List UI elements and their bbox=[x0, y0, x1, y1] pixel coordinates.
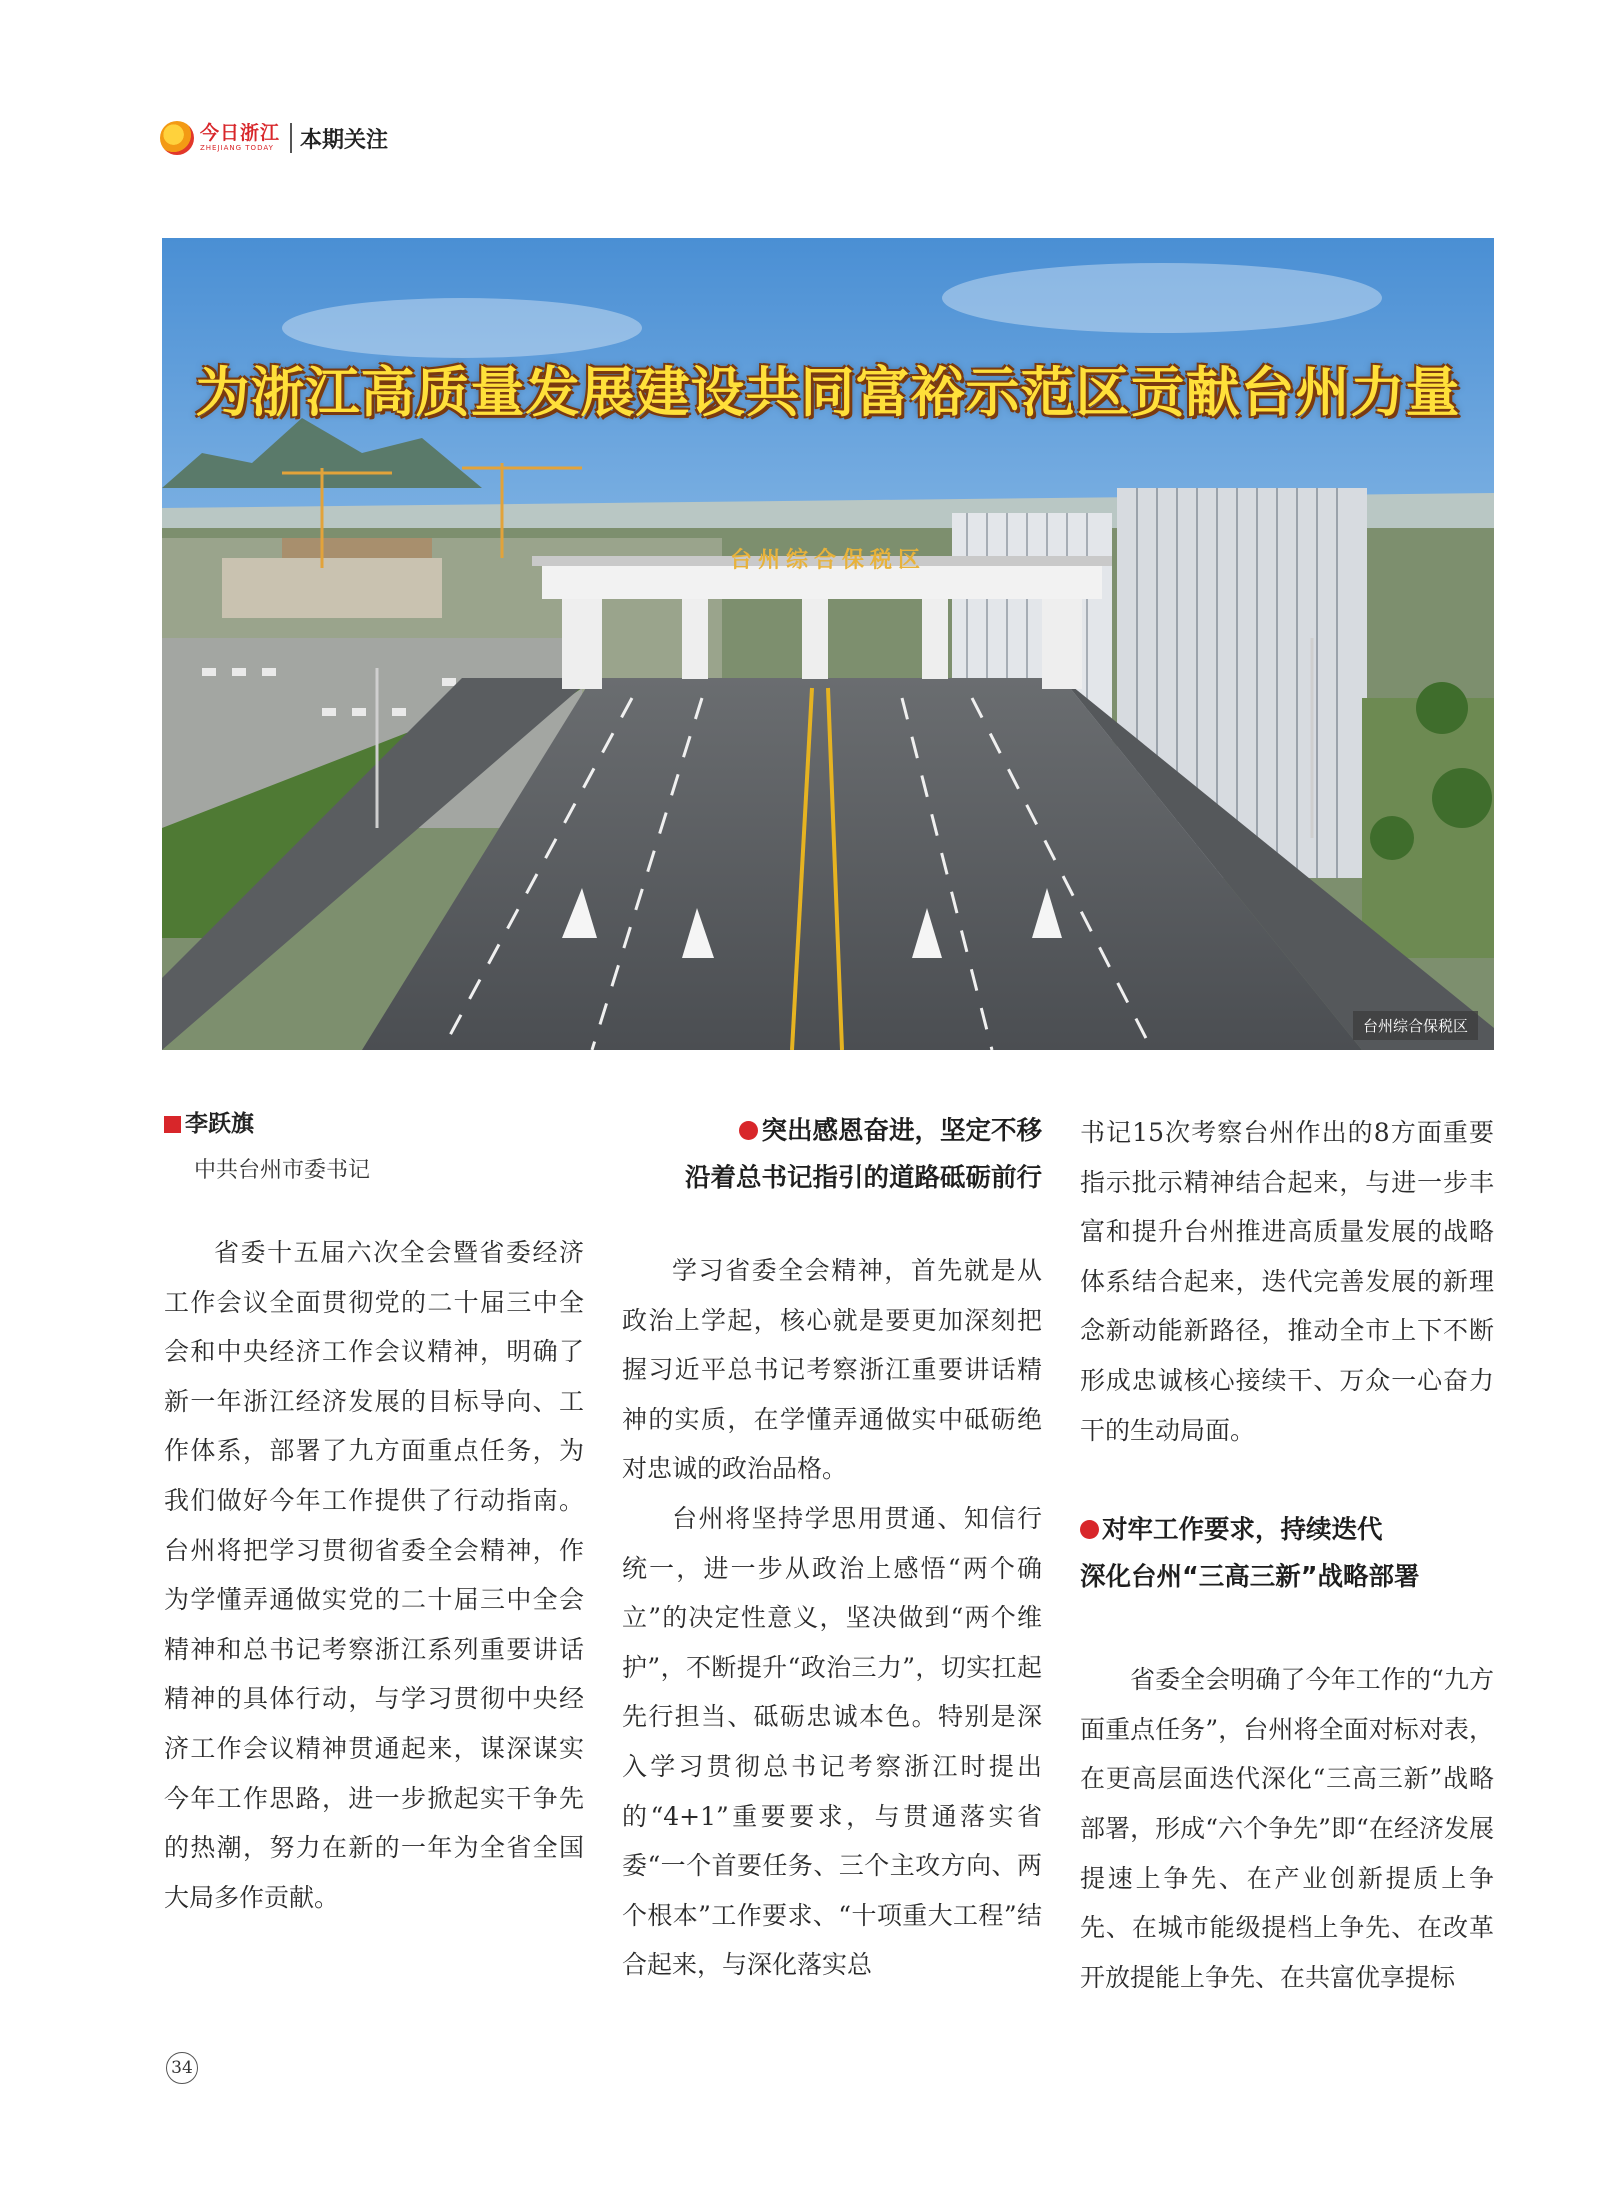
header-divider bbox=[290, 123, 292, 153]
logo-english: ZHEJIANG TODAY bbox=[200, 144, 274, 152]
section-heading-1-line1: 突出感恩奋进，坚定不移 bbox=[761, 1116, 1042, 1146]
magazine-logo bbox=[200, 124, 280, 152]
section-heading-1 bbox=[622, 1108, 1042, 1202]
article-column-2 bbox=[622, 1108, 1042, 1990]
gate-signboard: 台州综合保税区 bbox=[729, 548, 926, 573]
paragraph: 省委十五届六次全会暨省委经济工作会议全面贯彻党的二十届三中全会和中央经济工作会议精神，明确了新一年浙江经济发展的目标导向、工作体系，部署了九方面重点任务，为我们做好今年工作提供了行动指南。台州将把学习贯彻省委全会精神，作为学懂弄通做实党的二十届三中全会精神和总书记考察浙江系列重要讲话精神的具体行动，与学习贯彻中央经济工作会议精神贯通起来，谋深谋实今年工作思路，进一步掀起实干争先的热潮，努力在新的一年为全省全国大局多作贡献。 bbox=[164, 1238, 584, 1912]
author-name-text: 李跃旗 bbox=[185, 1111, 254, 1137]
red-square-bullet-icon bbox=[164, 1116, 181, 1133]
section-heading-2 bbox=[1080, 1507, 1494, 1601]
article-body-intro bbox=[164, 1228, 584, 1922]
section-title: 本期关注 bbox=[300, 127, 389, 153]
page-number: 34 bbox=[166, 2052, 198, 2084]
paragraph: 台州将坚持学思用贯通、知信行统一，进一步从政治上感悟“两个确立”的决定性意义，坚决做到“两个维护”，不断提升“政治三力”，切实扛起先行担当、砥砺忠诚本色。特别是深入学习贯彻总书记考察浙江时提出的“4+1”重要要求，与贯通落实省委“一个首要任务、三个主攻方向、两个根本”工作要求、“十项重大工程”结合起来，与深化落实总 bbox=[622, 1503, 1042, 1980]
section-heading-2-line1: 对牢工作要求，持续迭代 bbox=[1102, 1515, 1383, 1546]
logo-chinese: 今日浙江 bbox=[200, 122, 281, 144]
paragraph: 学习省委全会精神，首先就是从政治上学起，核心就是要更加深刻把握习近平总书记考察浙江重要讲话精神的实质，在学懂弄通做实中砥砺绝对忠诚的政治品格。 bbox=[622, 1256, 1042, 1484]
article-body-section-1 bbox=[622, 1246, 1042, 1990]
article-column-1 bbox=[164, 1108, 584, 1922]
magazine-logo-icon bbox=[160, 121, 194, 155]
hero-photo bbox=[162, 238, 1494, 1050]
section-heading-1-line2: 沿着总书记指引的道路砥砺前行 bbox=[684, 1163, 1042, 1193]
cover-headline: 为浙江高质量发展建设共同富裕示范区贡献台州力量 bbox=[195, 361, 1461, 424]
author-title: 中共台州市委书记 bbox=[194, 1158, 371, 1183]
masthead bbox=[160, 118, 388, 158]
author-name bbox=[164, 1108, 584, 1140]
red-dot-bullet-icon bbox=[739, 1121, 758, 1140]
photo-caption: 台州综合保税区 bbox=[1353, 1011, 1478, 1040]
article-column-3 bbox=[1080, 1108, 1494, 2002]
paragraph-continued: 书记15次考察台州作出的8方面重要指示批示精神结合起来，与进一步丰富和提升台州推进高质量发展的战略体系结合起来，迭代完善发展的新理念新动能新路径，推动全市上下不断形成忠诚核心接续干、万众一心奋力干的生动局面。 bbox=[1080, 1118, 1494, 1445]
section-heading-2-line2: 深化台州“三高三新”战略部署 bbox=[1080, 1562, 1420, 1593]
paragraph: 省委全会明确了今年工作的“九方面重点任务”，台州将全面对标对表，在更高层面迭代深化“三高三新”战略部署，形成“六个争先”即“在经济发展提速上争先、在产业创新提质上争先、在城市能级提档上争先、在改革开放提能上争先、在共富优享提标 bbox=[1080, 1665, 1494, 1992]
red-dot-bullet-icon bbox=[1080, 1520, 1099, 1539]
article-body-section-2 bbox=[1080, 1655, 1494, 2002]
